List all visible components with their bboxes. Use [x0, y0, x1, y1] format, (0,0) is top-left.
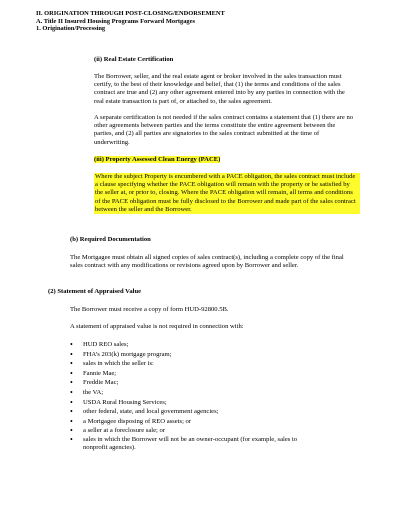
- exemption-list: [70, 340, 300, 453]
- statement-appraised-value-heading: (2) Statement of Appraised Value: [48, 288, 142, 295]
- running-header: [36, 10, 225, 33]
- list-item: • FHA’s 203(k) mortgage program;: [70, 350, 300, 360]
- real-estate-certification-para-1: The Borrower, seller, and the real estate agent or broker involved in the sales transaction must certify, to the best of their knowledge and belief, that (1) the terms and conditions of the sales contract are true and (2) any other agreement entered into by any parties in connection with the real estate transaction is part of, or attached to, the sales agreement.: [94, 73, 345, 105]
- real-estate-certification-para-2: A separate certification is not needed if the sales contract contains a statement that (1) there are no other agreements between parties and the terms constitute the entire agreement between the parties, and (2) all parties are signatories to the sales contract submitted at the time of underwriting.: [94, 114, 354, 146]
- list-item: • USDA Rural Housing Services;: [70, 398, 300, 408]
- pace-paragraph: Where the subject Property is encumbered with a PACE obligation, the sales contract must include a clause specifying whether the PACE obligation will remain with the property or be satisfied by the seller at, or prior to, closing. Where the PACE obligation will remain, all terms and conditions of the PACE obligation must be fully disclosed to the Borrower and made part of the sales contract between the seller and the Borrower.: [95, 173, 356, 213]
- statement-appraised-value-para-1: The Borrower must receive a copy of form HUD-92800.5B.: [70, 306, 229, 313]
- statement-appraised-value-para-2: A statement of appraised value is not required in connection with:: [70, 323, 244, 330]
- header-line-2: A. Title II Insured Housing Programs Forward Mortgages: [36, 17, 195, 25]
- list-item: • sales in which the Borrower will not be an owner-occupant (for example, sales to nonprofit agencies).: [70, 436, 300, 453]
- pace-highlight-block: [94, 173, 360, 214]
- list-item: • Fannie Mae;: [70, 369, 300, 379]
- real-estate-certification-heading: (ii) Real Estate Certification: [94, 56, 174, 63]
- pace-heading: (iii) Property Assessed Clean Energy (PACE): [94, 156, 221, 163]
- list-item: • a seller at a foreclosure sale; or: [70, 426, 300, 436]
- pace-heading-wrap: [94, 156, 220, 164]
- list-item: • a Mortgagee disposing of REO assets; or: [70, 417, 300, 427]
- required-documentation-heading: (b) Required Documentation: [70, 236, 151, 243]
- header-line-1: II. ORIGINATION THROUGH POST-CLOSING/ENDORSEMENT: [36, 10, 225, 17]
- header-line-3: 1. Origination/Processing: [36, 25, 106, 33]
- list-item: • other federal, state, and local government agencies;: [70, 407, 300, 417]
- required-documentation-para: The Mortgagee must obtain all signed copies of sales contract(s), including a complete copy of the final sales contract with any modifications or revisions agreed upon by Borrower and seller.: [70, 254, 344, 270]
- list-item: • the VA;: [70, 388, 300, 398]
- list-item: • sales in which the seller is:: [70, 359, 300, 369]
- list-item: • Freddie Mac;: [70, 378, 300, 388]
- list-item: • HUD REO sales;: [70, 340, 300, 350]
